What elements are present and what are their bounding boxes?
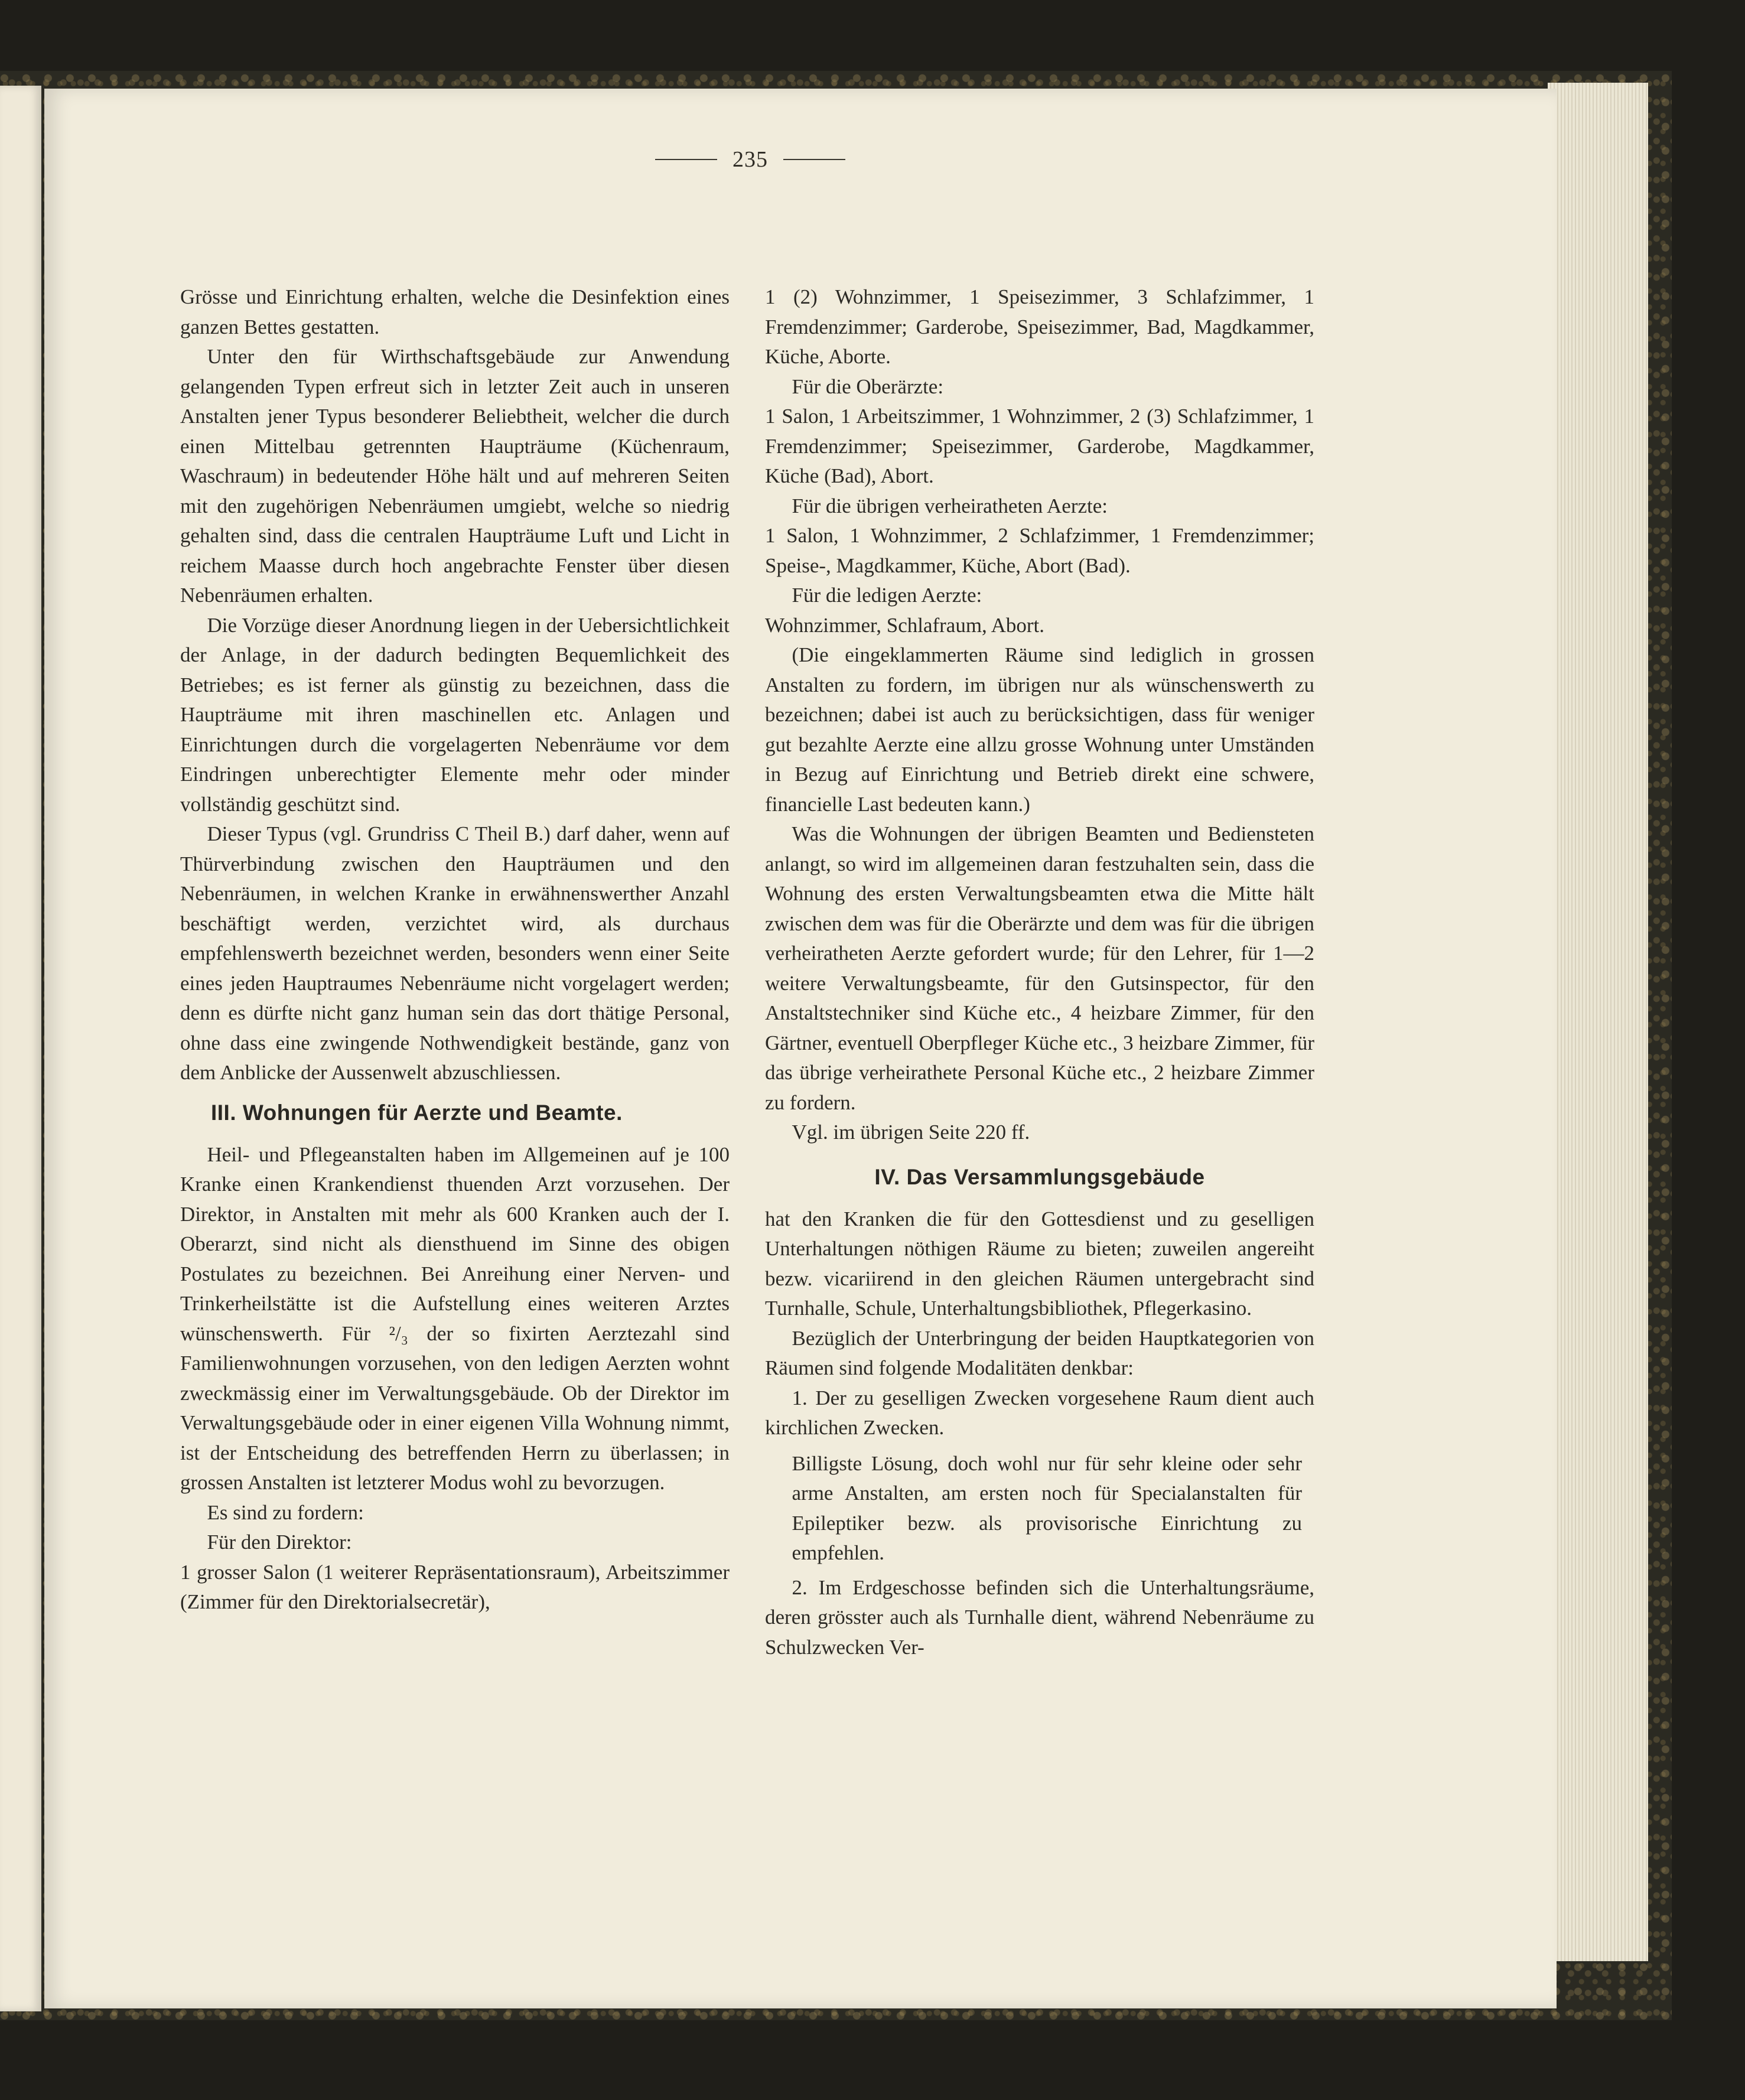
right-column [765, 282, 1314, 1662]
paragraph: Für die Oberärzte: [792, 375, 944, 398]
paragraph: Für den Direktor: [207, 1531, 352, 1554]
paragraph: 1 (2) Wohnzimmer, 1 Speisezimmer, 3 Schlafzimmer, 1 Fremdenzimmer; Garderobe, Speisezimmer, Bad, Magdkammer, Küche, Aborte. [765, 285, 1314, 368]
paragraph: Vgl. im übrigen Seite 220 ff. [792, 1121, 1030, 1144]
paragraph: Für die übrigen verheiratheten Aerzte: [792, 494, 1108, 517]
section-heading-aerzte: III. Wohnungen für Aerzte und Beamte. [211, 1100, 623, 1125]
paragraph: Bezüglich der Unterbringung der beiden Hauptkategorien von Räumen sind folgende Modalitäten denkbar: [765, 1326, 1314, 1379]
paragraph: Unter den für Wirthschaftsgebäude zur Anwendung gelangenden Typen erfreut sich in letzter Zeit auch in unseren Anstalten jener Typus besonderer Beliebtheit, welcher die durch einen Mittelbau getrennten Haupträume (Küchenraum, Waschraum) in bedeutender Höhe hält und auf mehreren Seiten mit den zugehörigen Nebenräumen umgiebt, welche so niedrig gehalten sind, dass die centralen Haupträume Luft und Licht in reichem Maasse durch hoch angebrachte Fenster über diesen Nebenräumen erhalten. [180, 345, 730, 607]
section-heading-versammlungsgebaeude: IV. Das Versammlungsgebäude [874, 1164, 1205, 1189]
page-header [650, 142, 851, 177]
paragraph: Billigste Lösung, doch wohl nur für sehr kleine oder sehr arme Anstalten, am ersten noch für Specialanstalten für Epileptiker bezw. als provisorische Einrichtung zu empfehlen. [792, 1451, 1302, 1564]
paragraph: Wohnzimmer, Schlafraum, Abort. [765, 613, 1045, 637]
paragraph: Die Vorzüge dieser Anordnung liegen in der Uebersichtlichkeit der Anlage, in der dadurch bedingten Bequemlichkeit des Betriebes; es ist ferner als günstig zu bezeichnen, dass die Haupträume mit ihren maschinellen etc. Anlagen und Einrichtungen durch die vorgelagerten Nebenräume vor dem Eindringen unberechtigter Elemente mehr oder minder vollständig geschützt sind. [180, 613, 730, 816]
paragraph: 2. Im Erdgeschosse befinden sich die Unterhaltungsräume, deren grösster auch als Turnhalle dient, während Nebenräume zu Schulzwecken Ver- [765, 1575, 1314, 1659]
paragraph: 1 Salon, 1 Wohnzimmer, 2 Schlafzimmer, 1 Fremdenzimmer; Speise-, Magdkammer, Küche, Abort (Bad). [765, 524, 1314, 577]
paragraph: 1. Der zu geselligen Zwecken vorgesehene Raum dient auch kirchlichen Zwecken. [765, 1386, 1314, 1439]
paragraph: Es sind zu fordern: [207, 1500, 364, 1524]
header-rule-left [655, 159, 717, 160]
paragraph: Dieser Typus (vgl. Grundriss C Theil B.) darf daher, wenn auf Thürverbindung zwischen den Haupträumen und den Nebenräumen, in welchen Kranke in erwähnenswerther Anzahl beschäftigt werden, verzichtet wird, als durchaus empfehlenswerth bezeichnet werden, besonders wenn einer Seite eines jeden Hauptraumes Nebenräume nicht vorgelagert werden; denn es dürfte nicht ganz human sein das dort thätige Personal, ohne dass eine zwingende Nothwendigkeit bestände, ganz von dem Anblicke der Aussenwelt abzuschliessen. [180, 822, 730, 1084]
paragraph: 1 Salon, 1 Arbeitszimmer, 1 Wohnzimmer, 2 (3) Schlafzimmer, 1 Fremdenzimmer; Speisezimmer, Garderobe, Magdkammer, Küche (Bad), Abort. [765, 405, 1314, 487]
paragraph: hat den Kranken die für den Gottesdienst und zu geselligen Unterhaltungen nöthigen Räume zu bieten; zuweilen angereiht bezw. vicariirend in den gleichen Räumen untergebracht sind Turnhalle, Schule, Unterhaltungsbibliothek, Pflegerkasino. [765, 1207, 1314, 1320]
page-number: 235 [732, 147, 768, 172]
paragraph: 1 grosser Salon (1 weiterer Repräsentationsraum), Arbeitszimmer (Zimmer für den Direktorialsecretär), [180, 1560, 730, 1613]
header-rule-right [783, 159, 845, 160]
left-column [180, 282, 730, 1617]
paragraph: Grösse und Einrichtung erhalten, welche die Desinfektion eines ganzen Bettes gestatten. [180, 285, 730, 338]
paragraph: (Die eingeklammerten Räume sind lediglich in grossen Anstalten zu fordern, im übrigen nur als wünschenswerth zu bezeichnen; dabei ist auch zu berücksichtigen, dass für weniger gut bezahlte Aerzte eine allzu grosse Wohnung unter Umständen in Bezug auf Einrichtung und Betrieb direkt eine schwere, financielle Last bedeuten kann.) [765, 643, 1314, 816]
page-edges [1548, 83, 1648, 1961]
paragraph: Was die Wohnungen der übrigen Beamten und Bediensteten anlangt, so wird im allgemeinen daran festzuhalten sein, dass die Wohnung des ersten Verwaltungsbeamten etwa die Mitte hält zwischen dem was für die Oberärzte und dem was für die übrigen verheiratheten Aerzte gefordert wurde; für den Lehrer, für 1—2 weitere Verwaltungsbeamte, für den Gutsinspector, für den Anstaltstechniker sind Küche etc., 4 heizbare Zimmer, für den Gärtner, eventuell Oberpfleger Küche etc., 3 heizbare Zimmer, für das übrige verheirathete Personal Küche etc., 2 heizbare Zimmer zu fordern. [765, 822, 1314, 1114]
paragraph: Heil- und Pflegeanstalten haben im Allgemeinen auf je 100 Kranke einen Krankendienst thuenden Arzt vorzusehen. Der Direktor, in Anstalten mit mehr als 600 Kranken auch der I. Oberarzt, sind nicht als diensthuend im Sinne des obigen Postulates zu bezeichnen. Bei Anreihung einer Nerven- und Trinkerheilstätte ist die Aufstellung eines weiteren Arztes wünschenswerth. Für ²/₃ der so fixirten Aerztezahl sind Familienwohnungen vorzusehen, von den ledigen Aerzten wohnt zweckmässig einer im Verwaltungsgebäude. Ob der Direktor im Verwaltungsgebäude oder in einer eigenen Villa Wohnung nimmt, ist der Entscheidung des betreffenden Herrn zu überlassen; in grossen Anstalten ist letzterer Modus wohl zu bevorzugen. [180, 1142, 730, 1494]
facing-page-edge [0, 86, 41, 2011]
paragraph: Für die ledigen Aerzte: [792, 584, 982, 607]
